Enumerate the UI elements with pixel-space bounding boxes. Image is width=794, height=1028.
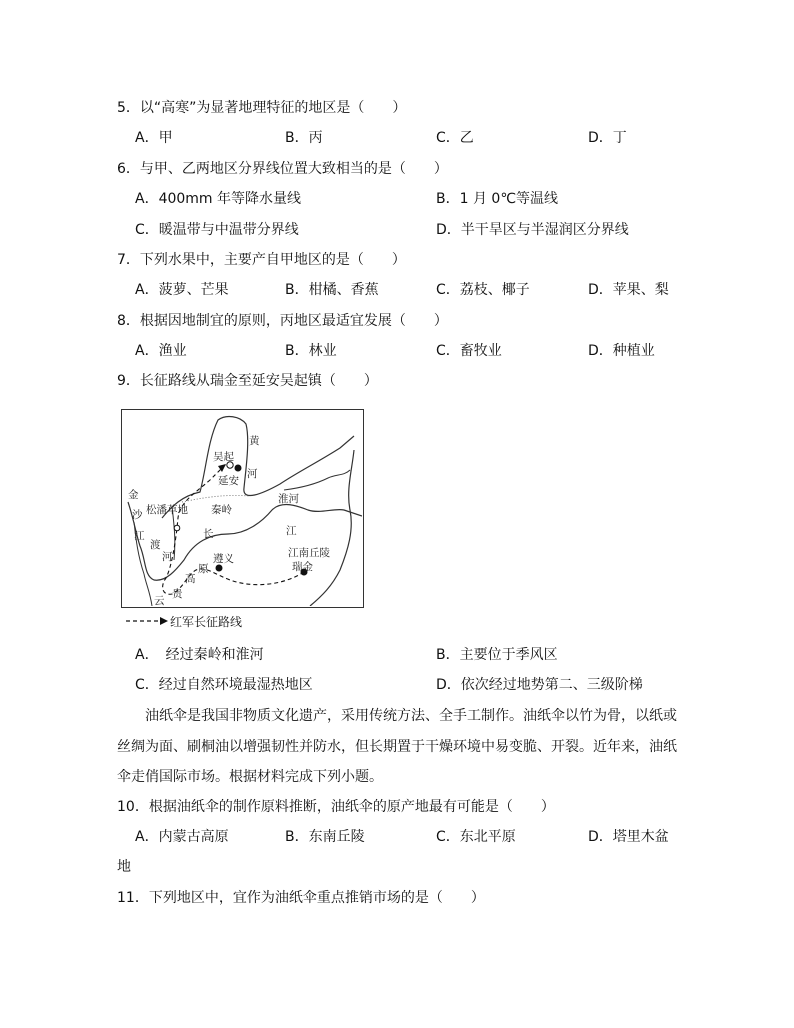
legend-label: 红军长征路线 [170, 614, 243, 629]
q7-option-a[interactable]: A．菠萝、芒果 [135, 282, 229, 298]
zunyi-marker [216, 565, 223, 572]
yellow-river [162, 417, 354, 518]
question-10-stem: 10．根据油纸伞的制作原料推断，油纸伞的原产地最有可能是（ ） [117, 799, 555, 815]
q6-option-a[interactable]: A．400mm 年等降水量线 [135, 191, 302, 207]
question-7-stem: 7．下列水果中，主要产自甲地区的是（ ） [117, 252, 406, 268]
q10-option-d[interactable]: D．塔里木盆 [588, 829, 669, 845]
q9-option-a[interactable]: A． 经过秦岭和淮河 [135, 647, 264, 663]
map-label-gao: 高 [185, 573, 196, 585]
question-11-stem: 11．下列地区中，宜作为油纸伞重点推销市场的是（ ） [117, 890, 485, 906]
q5-option-c[interactable]: C．乙 [436, 130, 474, 146]
map-label-wuqi: 吴起 [213, 451, 234, 463]
long-march-map [121, 409, 364, 608]
q6-option-c[interactable]: C．暖温带与中温带分界线 [135, 222, 299, 238]
q10-option-c[interactable]: C．东北平原 [436, 829, 516, 845]
map-legend [124, 612, 242, 630]
map-label-he: 河 [247, 468, 258, 480]
map-label-jiang: 江 [286, 525, 297, 537]
map-label-ruijin: 瑞金 [292, 561, 313, 573]
map-label-jiang2: 江 [134, 530, 145, 542]
question-8-stem: 8．根据因地制宜的原则，丙地区最适宜发展（ ） [117, 313, 448, 329]
map-label-jin: 金 [128, 489, 139, 501]
map-label-jiangnan: 江南丘陵 [288, 547, 330, 559]
q8-option-a[interactable]: A．渔业 [135, 343, 187, 359]
q6-option-b[interactable]: B．1 月 0℃等温线 [436, 191, 559, 207]
question-6-stem: 6．与甲、乙两地区分界线位置大致相当的是（ ） [117, 161, 448, 177]
map-label-du: 渡 [150, 539, 161, 551]
q5-option-b[interactable]: B．丙 [285, 130, 323, 146]
q5-option-a[interactable]: A．甲 [135, 130, 173, 146]
map-label-qinling: 秦岭 [211, 504, 232, 516]
reading-passage [117, 701, 677, 793]
map-label-chang: 长 [203, 528, 214, 540]
huai-river [284, 470, 350, 490]
q7-option-d[interactable]: D．苹果、梨 [588, 282, 669, 298]
map-label-yun: 云 [154, 595, 165, 606]
coastline [310, 450, 354, 606]
q10-option-b[interactable]: B．东南丘陵 [285, 829, 365, 845]
q9-option-b[interactable]: B．主要位于季风区 [436, 647, 558, 663]
question-5-stem: 5．以“高寒”为显著地理特征的地区是（ ） [117, 100, 407, 116]
map-label-sha: 沙 [132, 509, 143, 521]
map-label-huaihe: 淮河 [278, 493, 299, 505]
question-9-stem: 9．长征路线从瑞金至延安吴起镇（ ） [117, 373, 378, 389]
map-label-songpan: 松潘草地 [146, 504, 188, 516]
songpan-marker [174, 525, 180, 531]
q10-option-d-wrap: 地 [117, 859, 131, 875]
yanan-marker [235, 465, 242, 472]
q8-option-d[interactable]: D．种植业 [588, 343, 655, 359]
q5-option-d[interactable]: D．丁 [588, 130, 627, 146]
map-label-huang: 黄 [249, 435, 260, 447]
q7-option-b[interactable]: B．柑橘、香蕉 [285, 282, 379, 298]
q6-option-d[interactable]: D．半干旱区与半湿润区分界线 [436, 222, 629, 238]
map-label-yuan: 原 [198, 563, 209, 575]
legend-route-symbol [124, 615, 170, 627]
map-label-gui: 贵 [172, 588, 183, 600]
map-label-yanan: 延安 [218, 475, 239, 487]
q10-option-a[interactable]: A．内蒙古高原 [135, 829, 229, 845]
q9-option-d[interactable]: D．依次经过地势第二、三级阶梯 [436, 677, 643, 693]
q7-option-c[interactable]: C．荔枝、椰子 [436, 282, 530, 298]
q8-option-b[interactable]: B．林业 [285, 343, 337, 359]
qinling-mountains [182, 495, 250, 502]
q9-option-c[interactable]: C．经过自然环境最湿热地区 [135, 677, 313, 693]
map-label-zunyi: 遵义 [213, 553, 234, 565]
q8-option-c[interactable]: C．畜牧业 [436, 343, 502, 359]
passage-text: 油纸伞是我国非物质文化遗产，采用传统方法、全手工制作。油纸伞以竹为骨，以纸或丝绸为面、刷桐油以增强韧性并防水，但长期置于干燥环境中易变脆、开裂。近年来，油纸伞走俏国际市场。根据材料完成下列小题。 [117, 708, 677, 785]
map-label-he2: 河 [162, 551, 173, 563]
